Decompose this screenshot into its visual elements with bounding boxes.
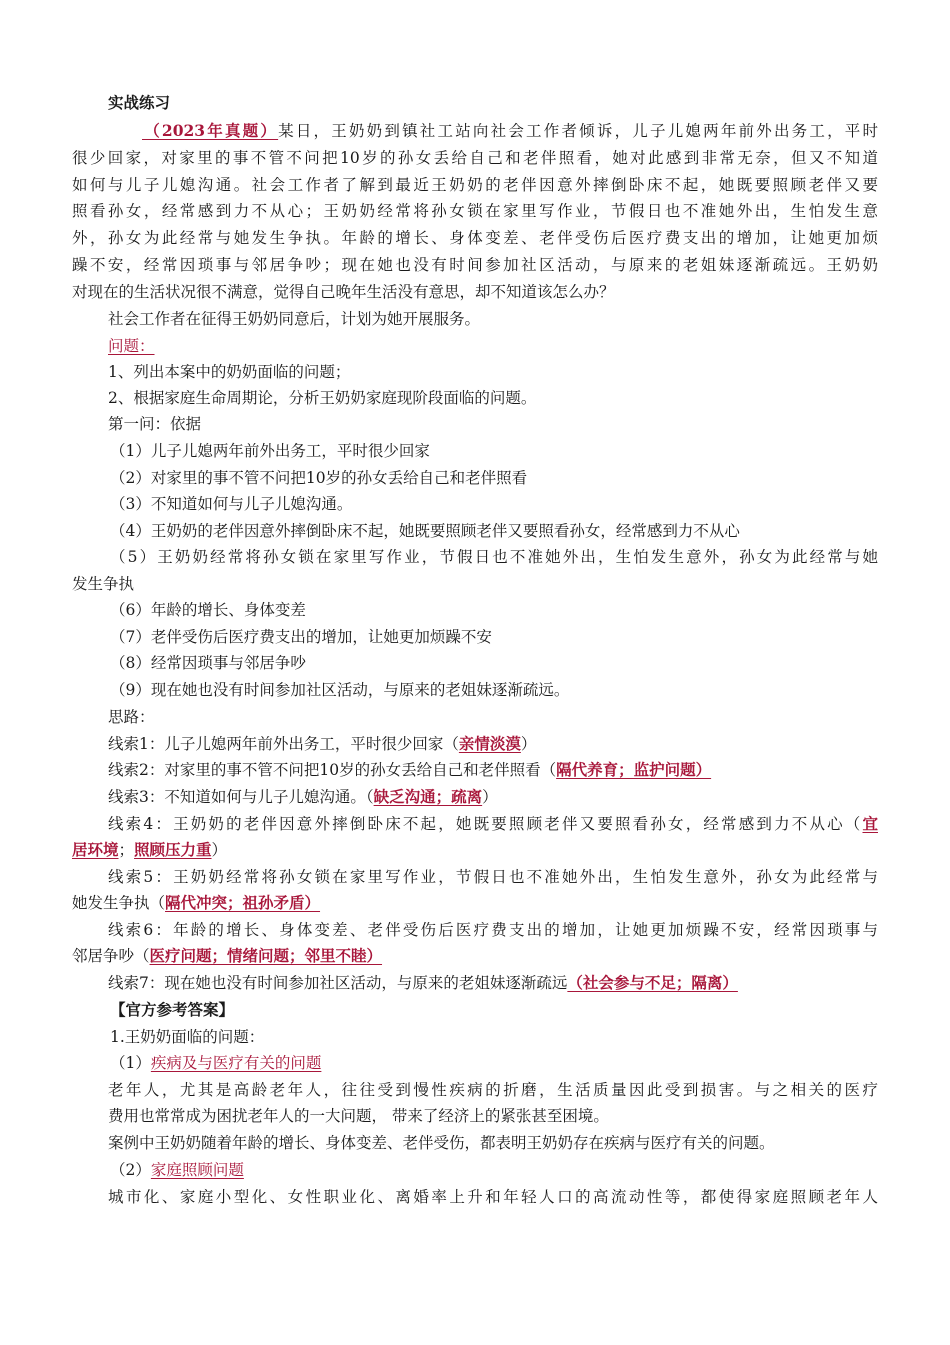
basis-item: （1）儿子儿媳两年前外出务工，平时很少回家 bbox=[110, 442, 430, 460]
basis-item: （8）经常因琐事与邻居争吵 bbox=[110, 654, 306, 672]
clue-4-cont: 居环境；照顾压力重） bbox=[72, 840, 228, 859]
case-paragraph-line: 外，孙女为此经常与她发生争执。年龄的增长、身体变差、老伴受伤后医疗费支出的增加，让她更加烦 bbox=[72, 229, 878, 247]
clue-tag: 缺乏沟通；疏离 bbox=[373, 787, 483, 806]
answer-paragraph: 费用也常常成为困扰老年人的一大问题， 带来了经济上的紧张甚至困境。 bbox=[108, 1107, 609, 1125]
questions-label: 问题： bbox=[108, 337, 155, 355]
clue-tag: 医疗问题；情绪问题；邻里不睦） bbox=[149, 946, 383, 965]
basis-item: （9）现在她也没有时间参加社区活动，与原来的老姐妹逐渐疏远。 bbox=[110, 681, 570, 699]
clue-tag: 照顾压力重 bbox=[134, 840, 212, 859]
case-paragraph-line: 躁不安，经常因琐事与邻居争吵；现在她也没有时间参加社区活动，与原来的老姐妹逐渐疏远。王奶奶 bbox=[72, 256, 878, 274]
clue-tag: 隔代冲突；祖孙矛盾） bbox=[165, 893, 321, 912]
case-paragraph-line: 很少回家，对家里的事不管不问把10岁的孙女丢给自己和老伴照看，她对此感到非常无奈，但又不知道 bbox=[72, 149, 878, 167]
answer-sub-1: （1）疾病及与医疗有关的问题 bbox=[110, 1054, 322, 1072]
clue-tag: 亲情淡漠 bbox=[458, 734, 521, 753]
basis-item-cont: 发生争执 bbox=[72, 575, 135, 593]
basis-item: （7）老伴受伤后医疗费支出的增加，让她更加烦躁不安 bbox=[110, 628, 492, 646]
first-question-label: 第一问：依据 bbox=[108, 415, 202, 433]
clue-1: 线索1：儿子儿媳两年前外出务工，平时很少回家（亲情淡漠） bbox=[108, 734, 537, 753]
clue-tag: 隔代养育；监护问题） bbox=[556, 760, 712, 779]
clue-tag: （社会参与不足；隔离） bbox=[567, 973, 738, 992]
exam-year-tag: （2023年真题） bbox=[142, 121, 279, 140]
clue-7: 线索7：现在她也没有时间参加社区活动，与原来的老姐妹逐渐疏远（社会参与不足；隔离） bbox=[108, 973, 738, 992]
answer-paragraph: 老年人，尤其是高龄老年人，往往受到慢性疾病的折磨，生活质量因此受到损害。与之相关的医疗 bbox=[108, 1081, 878, 1099]
basis-item: （4）王奶奶的老伴因意外摔倒卧床不起，她既要照顾老伴又要照看孙女，经常感到力不从心 bbox=[110, 522, 740, 540]
section-heading: 实战练习 bbox=[108, 93, 171, 112]
answer-sub-2: （2）家庭照顾问题 bbox=[110, 1161, 244, 1179]
answer-paragraph: 案例中王奶奶随着年龄的增长、身体变差、老伴受伤，都表明王奶奶存在疾病与医疗有关的问题。 bbox=[108, 1134, 775, 1152]
basis-item: （5）王奶奶经常将孙女锁在家里写作业，节假日也不准她外出，生怕发生意外，孙女为此经常与她 bbox=[110, 548, 878, 566]
clue-6: 线索6：年龄的增长、身体变差、老伴受伤后医疗费支出的增加，让她更加烦躁不安，经常因琐事与 bbox=[108, 921, 878, 939]
case-paragraph-line: （2023年真题）某日，王奶奶到镇社工站向社会工作者倾诉，儿子儿媳两年前外出务工，平时 bbox=[142, 121, 878, 140]
clue-5-cont: 她发生争执（隔代冲突；祖孙矛盾） bbox=[72, 893, 321, 912]
clue-5: 线索5：王奶奶经常将孙女锁在家里写作业，节假日也不准她外出，生怕发生意外，孙女为此经常与 bbox=[108, 868, 878, 886]
answer-item-1: 1.王奶奶面临的问题： bbox=[110, 1028, 265, 1046]
basis-item: （3）不知道如何与儿子儿媳沟通。 bbox=[110, 495, 353, 513]
clue-3: 线索3：不知道如何与儿子儿媳沟通。（缺乏沟通；疏离） bbox=[108, 787, 498, 806]
case-paragraph-line: 如何与儿子儿媳沟通。社会工作者了解到最近王奶奶的老伴因意外摔倒卧床不起，她既要照顾老伴又要 bbox=[72, 176, 878, 194]
clue-2: 线索2：对家里的事不管不问把10岁的孙女丢给自己和老伴照看（隔代养育；监护问题） bbox=[108, 760, 712, 779]
answer-paragraph: 城市化、家庭小型化、女性职业化、离婚率上升和年轻人口的高流动性等，都使得家庭照顾老年人 bbox=[108, 1188, 878, 1206]
case-paragraph-line: 对现在的生活状况很不满意，觉得自己晚年生活没有意思，却不知道该怎么办？ bbox=[72, 283, 615, 301]
clue-tag: 居环境 bbox=[72, 840, 119, 859]
question-item: 2、根据家庭生命周期论，分析王奶奶家庭现阶段面临的问题。 bbox=[108, 389, 537, 407]
answer-sub-title: 疾病及与医疗有关的问题 bbox=[150, 1054, 322, 1072]
basis-item: （2）对家里的事不管不问把10岁的孙女丢给自己和老伴照看 bbox=[110, 469, 528, 487]
case-paragraph-line: 照看孙女，经常感到力不从心；王奶奶经常将孙女锁在家里写作业，节假日也不准她外出，生怕发生意 bbox=[72, 202, 878, 220]
basis-item: （6）年龄的增长、身体变差 bbox=[110, 601, 306, 619]
clue-tag: 宜 bbox=[862, 814, 878, 833]
official-answer-label: 【官方参考答案】 bbox=[110, 1000, 235, 1019]
question-item: 1、列出本案中的奶奶面临的问题； bbox=[108, 363, 351, 381]
thinking-label: 思路： bbox=[108, 708, 155, 726]
clue-4: 线索4：王奶奶的老伴因意外摔倒卧床不起，她既要照顾老伴又要照看孙女，经常感到力不从心（宜 bbox=[108, 814, 878, 833]
answer-sub-title: 家庭照顾问题 bbox=[150, 1161, 244, 1179]
case-plan: 社会工作者在征得王奶奶同意后，计划为她开展服务。 bbox=[108, 310, 481, 328]
clue-6-cont: 邻居争吵（医疗问题；情绪问题；邻里不睦） bbox=[72, 946, 383, 965]
